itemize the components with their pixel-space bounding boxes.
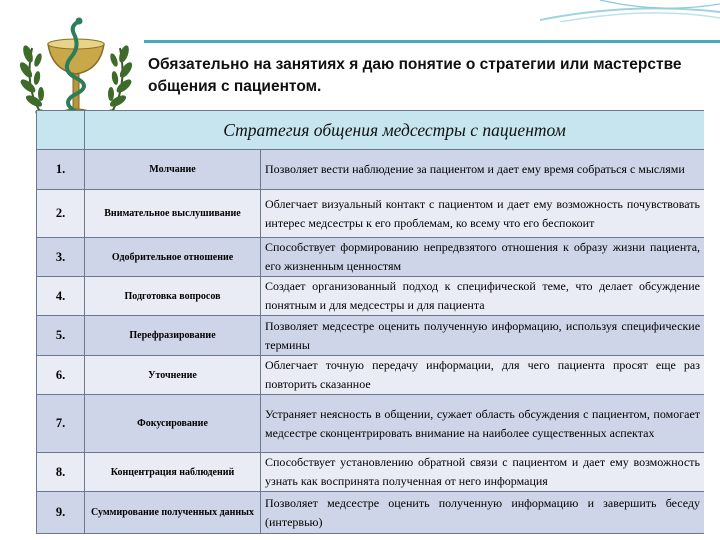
strategy-name: Суммирование полученных данных (85, 492, 261, 534)
strategy-description: Облегчает точную передачу информации, для чего пациента просят еще раз повторить сказанное (261, 356, 705, 395)
table-row (37, 453, 705, 492)
strategy-description: Позволяет медсестре оценить полученную информацию и завершить беседу (интервью) (261, 492, 705, 534)
strategy-name: Внимательное выслушивание (85, 190, 261, 238)
strategy-description: Облегчает визуальный контакт с пациентом и дает ему возможность почувствовать интерес медсестры к его проблемам, ко всему что его беспокоит (261, 190, 705, 238)
title-divider (144, 40, 720, 43)
row-number: 1. (37, 150, 85, 190)
strategy-description: Позволяет медсестре оценить полученную информацию, используя специфические термины (261, 316, 705, 356)
table-row (37, 238, 705, 277)
page-heading: Обязательно на занятиях я даю понятие о стратегии или мастерстве общения с пациентом. (148, 56, 682, 95)
strategy-name: Подготовка вопросов (85, 277, 261, 316)
table-row (37, 190, 705, 238)
strategy-name: Одобрительное отношение (85, 238, 261, 277)
table-row (37, 316, 705, 356)
strategy-name: Концентрация наблюдений (85, 453, 261, 492)
row-number: 3. (37, 238, 85, 277)
row-number: 7. (37, 395, 85, 453)
strategy-name: Перефразирование (85, 316, 261, 356)
row-number: 2. (37, 190, 85, 238)
row-number: 8. (37, 453, 85, 492)
strategy-description: Устраняет неясность в общении, сужает область обсуждения с пациентом, помогает медсестре сконцентрировать внимание на наиболее существенных аспектах (261, 395, 705, 453)
strategy-name: Фокусирование (85, 395, 261, 453)
strategy-table (36, 110, 704, 534)
table-caption-row (37, 111, 705, 150)
row-number: 6. (37, 356, 85, 395)
table-row (37, 150, 705, 190)
strategy-description: Позволяет вести наблюдение за пациентом и дает ему время собраться с мыслями (261, 150, 705, 190)
table-caption: Стратегия общения медсестры с пациентом (85, 111, 705, 150)
table-row (37, 356, 705, 395)
strategy-description: Способствует формированию непредвзятого отношения к образу жизни пациента, его жизненным ценностям (261, 238, 705, 277)
caption-blank-cell (37, 111, 85, 150)
strategy-table-container (36, 110, 704, 540)
table-row (37, 395, 705, 453)
table-row (37, 277, 705, 316)
strategy-name: Молчание (85, 150, 261, 190)
row-number: 4. (37, 277, 85, 316)
row-number: 9. (37, 492, 85, 534)
row-number: 5. (37, 316, 85, 356)
strategy-description: Создает организованный подход к специфической теме, что делает обсуждение понятным и для медсестры и для пациента (261, 277, 705, 316)
strategy-description: Способствует установлению обратной связи с пациентом и дает ему возможность узнать как воспринята полученная от него информация (261, 453, 705, 492)
strategy-name: Уточнение (85, 356, 261, 395)
table-row (37, 492, 705, 534)
corner-decoration (540, 0, 720, 22)
